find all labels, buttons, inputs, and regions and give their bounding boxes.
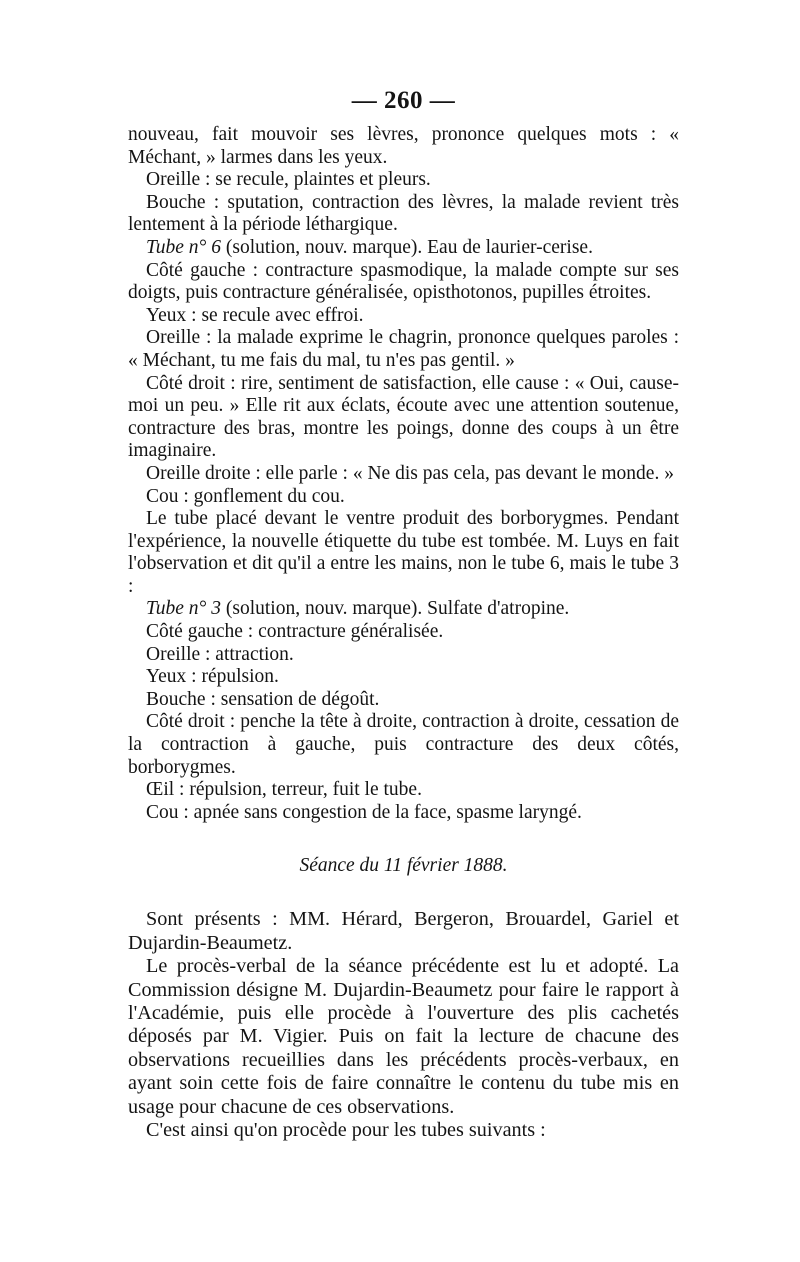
observation-text [128, 124, 679, 824]
paragraph: C'est ainsi qu'on procède pour les tubes suivants : [146, 1119, 546, 1142]
paragraph: Sont présents : MM. Hérard, Bergeron, Brouardel, Gariel et Dujardin-Beaumetz. [128, 908, 679, 954]
paragraph: Côté gauche : contracture spasmodique, la malade compte sur ses doigts, puis contracture généralisée, opisthotonos, pupilles étroites. [128, 259, 679, 304]
paragraph: Côté gauche : contracture généralisée. [146, 621, 444, 643]
paragraph: Oreille droite : elle parle : « Ne dis pas cela, pas devant le monde. » [146, 462, 674, 484]
book-page [128, 84, 679, 1142]
tube-description: (solution, nouv. marque). Eau de laurier-cerise. [220, 236, 593, 258]
paragraph: Côté droit : penche la tête à droite, contraction à droite, cessation de la contraction à gauche, puis contracture des deux côtés, borborygmes. [128, 711, 679, 778]
paragraph: Le procès-verbal de la séance précédente est lu et adopté. La Commission désigne M. Dujardin-Beaumetz pour faire le rapport à l'Académie, puis elle procède à l'ouverture des plis cachetés déposés par M. Vigier. Puis on fait la lecture de chacune des observations recueillies dans les précédents procès-verbaux, en ayant soin cette fois de faire connaître le contenu du tube mis en usage pour chacune de ces observations. [128, 955, 679, 1118]
paragraph: Oreille : la malade exprime le chagrin, prononce quelques paroles : « Méchant, tu me fais du mal, tu n'es pas gentil. » [128, 327, 679, 371]
paragraph: Œil : répulsion, terreur, fuit le tube. [146, 779, 422, 801]
paragraph: Cou : gonflement du cou. [146, 485, 345, 507]
paragraph: Oreille : attraction. [146, 643, 294, 665]
seance-heading: Séance du 11 février 1888. [299, 855, 508, 877]
paragraph: nouveau, fait mouvoir ses lèvres, prononce quelques mots : « Méchant, » larmes dans les yeux. [128, 124, 679, 168]
paragraph: Côté droit : rire, sentiment de satisfaction, elle cause : « Oui, cause-moi un peu. » Elle rit aux éclats, écoute avec une attention soutenue, contracture des bras, montre les poings, donne des coups à un être imaginaire. [128, 372, 679, 462]
tube-label: Tube n° 6 [146, 236, 221, 258]
paragraph [128, 237, 679, 260]
paragraph: Bouche : sputation, contraction des lèvres, la malade revient très lentement à la période léthargique. [128, 191, 679, 236]
seance-text [128, 908, 679, 1142]
paragraph: Yeux : répulsion. [146, 666, 279, 688]
paragraph: Cou : apnée sans congestion de la face, spasme laryngé. [146, 801, 582, 823]
tube-description: (solution, nouv. marque). Sulfate d'atropine. [220, 598, 570, 620]
paragraph: Yeux : se recule avec effroi. [146, 304, 364, 326]
tube-label: Tube n° 3 [146, 598, 221, 620]
page-number: — 260 — [351, 87, 456, 114]
paragraph [128, 598, 679, 621]
paragraph: Le tube placé devant le ventre produit des borborygmes. Pendant l'expérience, la nouvelle étiquette du tube est tombée. M. Luys en fait l'observation et dit qu'il a entre les mains, non le tube 6, mais le tube 3 : [128, 508, 679, 597]
paragraph: Bouche : sensation de dégoût. [146, 688, 380, 710]
paragraph: Oreille : se recule, plaintes et pleurs. [146, 169, 431, 191]
